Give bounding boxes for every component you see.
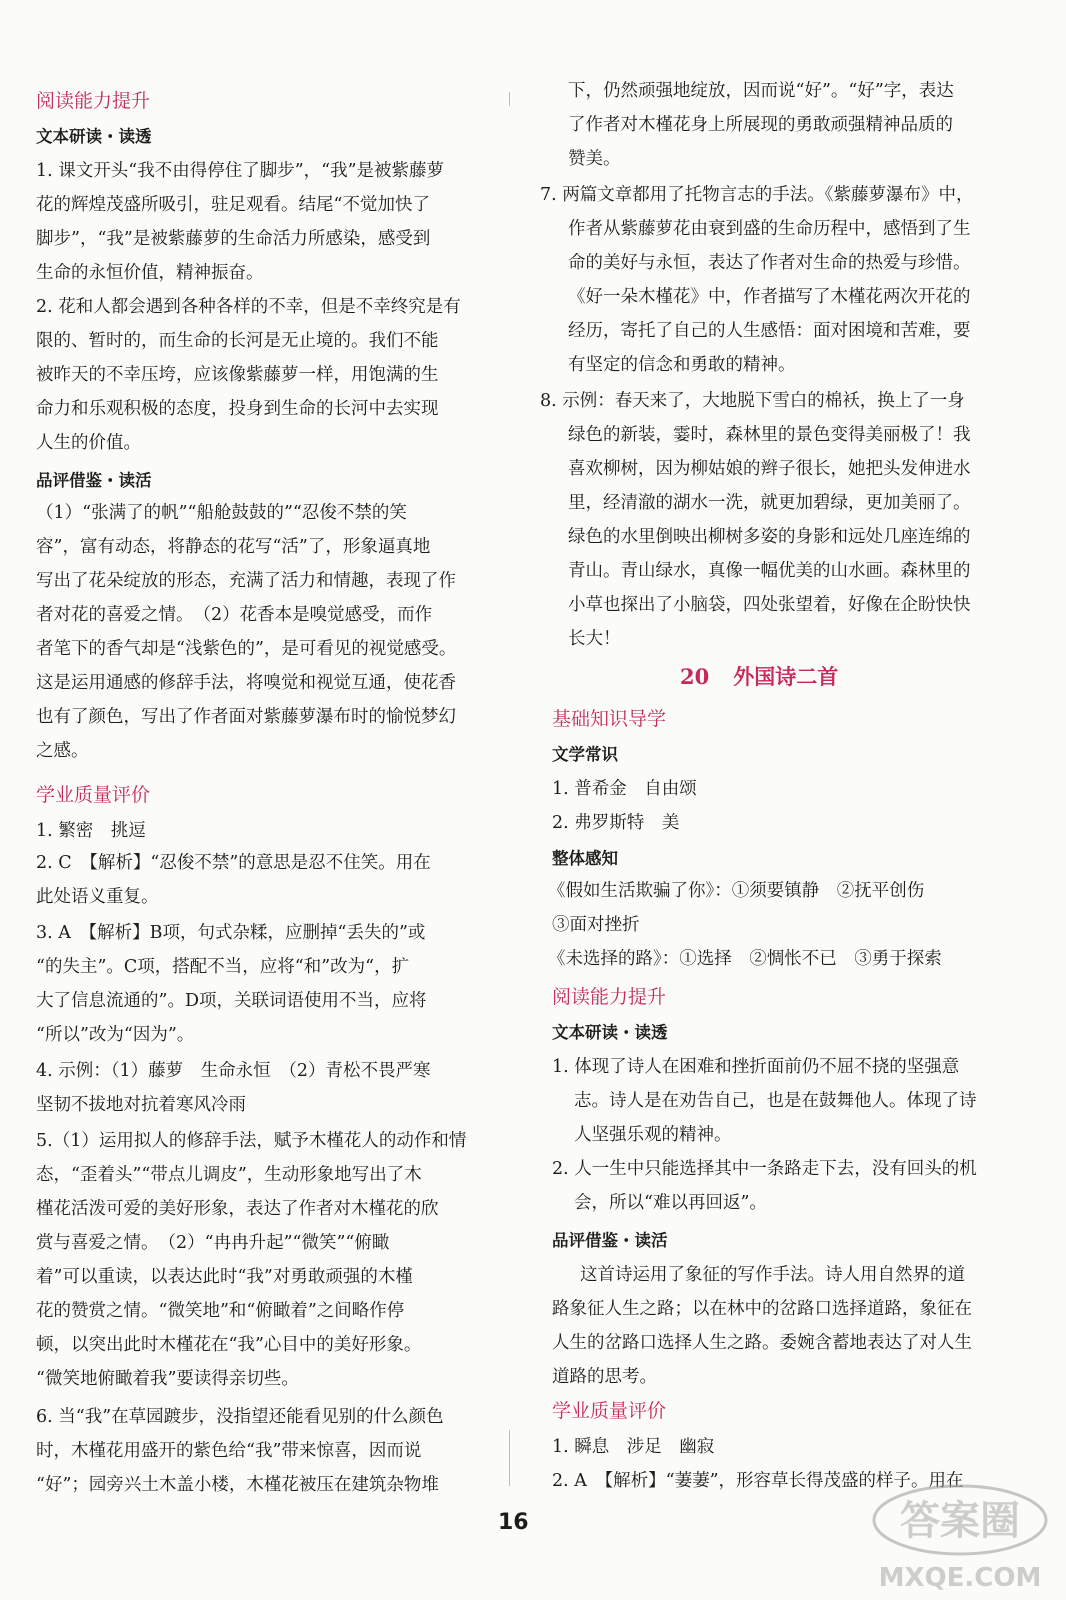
text-line: “微笑地俯瞰着我”要读得亲切些。	[36, 1369, 299, 1389]
text-line: 绿色的水里倒映出柳树多姿的身影和远处几座连绵的	[568, 527, 971, 547]
text-line: 被昨天的不幸压垮，应该像紫藤萝一样，用饱满的生	[36, 365, 439, 385]
lesson-title	[680, 664, 838, 690]
text-line: 人坚强乐观的精神。	[574, 1125, 732, 1145]
text-line: 4. 示例：（1）藤萝 生命永恒 （2）青松不畏严寒	[36, 1061, 431, 1081]
text-line: 2. 花和人都会遇到各种各样的不幸，但是不幸终究是有	[36, 297, 461, 317]
text-line: 1. 瞬息 涉足 幽寂	[552, 1437, 715, 1457]
text-line: 时，木槿花用盛开的紫色给“我”带来惊喜，因而说	[36, 1441, 422, 1461]
text-line: 顿，以突出此时木槿花在“我”心目中的美好形象。	[36, 1335, 422, 1355]
text-line: 者对花的喜爱之情。 （2）花香本是嗅觉感受，而作	[36, 605, 433, 625]
text-line: 赏与喜爱之情。 （2）“冉冉升起”“微笑”“俯瞰	[36, 1233, 390, 1253]
lesson-number: 20	[680, 664, 710, 689]
text-line: 2. 弗罗斯特 美	[552, 813, 680, 833]
column-divider-bottom	[509, 1430, 510, 1486]
text-line: 2. C 【解析】“忍俊不禁”的意思是忍不住笑。用在	[36, 853, 431, 873]
text-line: 花的赞赏之情。“微笑地”和“俯瞰着”之间略作停	[36, 1301, 405, 1321]
text-line: 《假如生活欺骗了你》：①须要镇静 ②抚平创伤	[548, 881, 925, 901]
text-line: 3. A 【解析】B项，句式杂糅，应删掉“丢失的”或	[36, 923, 426, 943]
text-line: 了作者对木槿花身上所展现的勇敢顽强精神品质的	[568, 115, 953, 135]
text-line: 坚韧不拔地对抗着寒风冷雨	[36, 1095, 246, 1115]
text-line: 路象征人生之路；以在林中的岔路口选择道路，象征在	[552, 1299, 972, 1319]
text-line: 6. 当“我”在草园踱步，没指望还能看见别的什么颜色	[36, 1407, 444, 1427]
text-line: 脚步”，“我”是被紫藤萝的生命活力所感染，感受到	[36, 229, 431, 249]
watermark-url: MXQE.COM	[878, 1563, 1042, 1593]
text-line: 这首诗运用了象征的写作手法。诗人用自然界的道	[580, 1265, 965, 1285]
section-heading: 基础知识导学	[552, 708, 667, 730]
text-line: “所以”改为“因为”。	[36, 1025, 195, 1045]
text-line: “的失主”。C项，搭配不当，应将“和”改为“，扩	[36, 957, 410, 977]
subheading: 文学常识	[552, 745, 618, 764]
text-line: 喜欢柳树，因为柳姑娘的辫子很长，她把头发伸进水	[568, 459, 971, 479]
subheading: 品评借鉴・读活	[36, 471, 152, 490]
subheading: 文本研读・读透	[552, 1023, 668, 1042]
text-line: 容”，富有动态，将静态的花写“活”了，形象逼真地	[36, 537, 431, 557]
text-line: 这是运用通感的修辞手法，将嗅觉和视觉互通，使花香	[36, 673, 456, 693]
text-line: 人生的岔路口选择人生之路。委婉含蓄地表达了对人生	[552, 1333, 972, 1353]
column-divider-top	[509, 92, 510, 106]
text-line: 着”可以重读，以表达此时“我”对勇敢顽强的木槿	[36, 1267, 413, 1287]
text-line: 小草也探出了小脑袋，四处张望着，好像在企盼快快	[568, 595, 971, 615]
text-line: 青山。青山绿水，真像一幅优美的山水画。森林里的	[568, 561, 971, 581]
text-line: 7. 两篇文章都用了托物言志的手法。《紫藤萝瀑布》中，	[540, 185, 974, 205]
page-number: 16	[498, 1510, 529, 1535]
text-line: 2. A 【解析】“萋萋”，形容草长得茂盛的样子。用在	[552, 1471, 964, 1491]
text-line: 2. 人一生中只能选择其中一条路走下去，没有回头的机	[552, 1159, 977, 1179]
text-line: 有坚定的信念和勇敢的精神。	[568, 355, 796, 375]
text-line: 大了信息流通的”。D项，关联词语使用不当，应将	[36, 991, 427, 1011]
text-line: 道路的思考。	[552, 1367, 657, 1387]
lesson-name: 外国诗二首	[733, 664, 839, 689]
text-line: 会，所以“难以再回返”。	[574, 1193, 767, 1213]
subheading: 品评借鉴・读活	[552, 1231, 668, 1250]
text-line: 5.（1）运用拟人的修辞手法，赋予木槿花人的动作和情	[36, 1131, 467, 1151]
text-line: 之感。	[36, 741, 89, 761]
watermark-title: 答案圈	[900, 1498, 1020, 1544]
text-line: 《未选择的路》：①选择 ②惆怅不已 ③勇于探索	[548, 949, 942, 969]
text-line: 1. 普希金 自由颂	[552, 779, 697, 799]
watermark-logo	[860, 1478, 1060, 1596]
text-line: 里，经清澈的湖水一洗，就更加碧绿，更加美丽了。	[568, 493, 971, 513]
text-line: 赞美。	[568, 149, 621, 169]
text-line: 生命的永恒价值，精神振奋。	[36, 263, 264, 283]
text-line: 绿色的新装，霎时，森林里的景色变得美丽极了！我	[568, 425, 971, 445]
section-heading: 阅读能力提升	[36, 90, 151, 112]
text-line: 花的辉煌茂盛所吸引，驻足观看。结尾“不觉加快了	[36, 195, 430, 215]
text-line: “好”；园旁兴土木盖小楼，木槿花被压在建筑杂物堆	[36, 1475, 439, 1495]
text-line: 此处语义重复。	[36, 887, 159, 907]
subheading: 整体感知	[552, 849, 618, 868]
text-line: 人生的价值。	[36, 433, 141, 453]
text-line: ③面对挫折	[552, 915, 640, 935]
text-line: 志。诗人是在劝告自己，也是在鼓舞他人。体现了诗	[574, 1091, 977, 1111]
text-line: （1）“张满了的帆”“船舱鼓鼓的”“忍俊不禁的笑	[36, 503, 407, 523]
subheading: 文本研读・读透	[36, 127, 152, 146]
text-line: 下，仍然顽强地绽放，因而说“好”。“好”字，表达	[568, 81, 954, 101]
text-line: 态，“歪着头”“带点儿调皮”，生动形象地写出了木	[36, 1165, 422, 1185]
text-line: 限的、暂时的，而生命的长河是无止境的。我们不能	[36, 331, 439, 351]
text-line: 者笔下的香气却是“浅紫色的”，是可看见的视觉感受。	[36, 639, 457, 659]
text-line: 长大！	[568, 629, 621, 649]
text-line: 1. 课文开头“我不由得停住了脚步”，“我”是被紫藤萝	[36, 161, 445, 181]
section-heading: 阅读能力提升	[552, 986, 667, 1008]
text-line: 1. 繁密 挑逗	[36, 821, 146, 841]
text-line: 命的美好与永恒，表达了作者对生命的热爱与珍惜。	[568, 253, 971, 273]
text-line: 槿花活泼可爱的美好形象，表达了作者对木槿花的欣	[36, 1199, 439, 1219]
text-line: 经历，寄托了自己的人生感悟：面对困境和苦难，要	[568, 321, 971, 341]
text-line: 《好一朵木槿花》中，作者描写了木槿花两次开花的	[568, 287, 971, 307]
section-heading: 学业质量评价	[36, 784, 151, 806]
section-heading: 学业质量评价	[552, 1400, 667, 1422]
text-line: 8. 示例：春天来了，大地脱下雪白的棉袄，换上了一身	[540, 391, 965, 411]
text-line: 1. 体现了诗人在困难和挫折面前仍不屈不挠的坚强意	[552, 1057, 960, 1077]
text-line: 也有了颜色，写出了作者面对紫藤萝瀑布时的愉悦梦幻	[36, 707, 456, 727]
text-line: 作者从紫藤萝花由衰到盛的生命历程中，感悟到了生	[568, 219, 971, 239]
text-line: 写出了花朵绽放的形态，充满了活力和情趣，表现了作	[36, 571, 456, 591]
text-line: 命力和乐观积极的态度，投身到生命的长河中去实现	[36, 399, 439, 419]
